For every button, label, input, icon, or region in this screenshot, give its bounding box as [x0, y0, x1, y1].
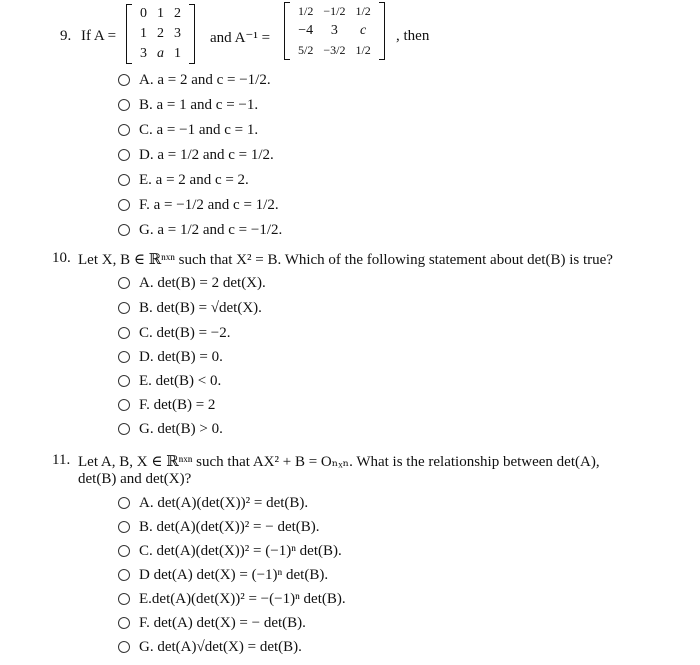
question-9-mid: and A⁻¹ = — [210, 30, 271, 46]
matrix-ainv-cell: 1/2 — [298, 4, 314, 18]
matrix-a-cell: 1 — [157, 6, 164, 21]
matrix-a-inverse — [284, 2, 385, 60]
matrix-ainv-cell: 3 — [330, 23, 338, 38]
question-10-text: Let X, B ∈ ℝⁿˣⁿ such that X² = B. Which of the following statement about det(B) is true? — [78, 252, 613, 268]
matrix-a-cell: 3 — [140, 46, 147, 61]
question-9-number: 9. — [60, 28, 72, 44]
q10-option-d[interactable] — [118, 347, 223, 367]
matrix-ainv-cell: 5/2 — [298, 43, 314, 57]
q10-option-f[interactable] — [118, 395, 215, 415]
q11-option-d[interactable] — [118, 565, 328, 585]
matrix-a-cell: 3 — [174, 26, 181, 41]
radio-button[interactable] — [118, 99, 130, 111]
radio-button[interactable] — [118, 124, 130, 136]
matrix-a-cell: 0 — [140, 6, 147, 21]
matrix-ainv-cell: c — [360, 23, 367, 38]
q11-option-b[interactable] — [118, 517, 320, 537]
q10-option-g-label: G. det(B) > 0. — [139, 421, 223, 437]
q9-option-e-label: E. a = 2 and c = 2. — [139, 172, 249, 188]
radio-button[interactable] — [118, 199, 130, 211]
q10-option-a[interactable] — [118, 273, 266, 293]
radio-button[interactable] — [118, 569, 130, 581]
q9-option-d-label: D. a = 1/2 and c = 1/2. — [139, 147, 274, 163]
matrix-ainv-cell: −4 — [298, 23, 314, 38]
radio-button[interactable] — [118, 74, 130, 86]
radio-button[interactable] — [118, 617, 130, 629]
matrix-ainv-cell: 1/2 — [355, 4, 371, 18]
q9-option-d[interactable] — [118, 145, 274, 165]
q9-option-g-label: G. a = 1/2 and c = −1/2. — [139, 222, 283, 238]
q11-option-g[interactable] — [118, 637, 302, 657]
radio-button[interactable] — [118, 375, 130, 387]
q10-option-a-label: A. det(B) = 2 det(X). — [139, 275, 266, 291]
radio-button[interactable] — [118, 302, 130, 314]
radio-button[interactable] — [118, 174, 130, 186]
question-11-text-line2: det(B) and det(X)? — [78, 471, 192, 487]
q11-option-c-label: C. det(A)(det(X))² = (−1)ⁿ det(B). — [139, 543, 342, 559]
matrix-ainv-cell: −3/2 — [323, 43, 346, 57]
q11-option-f-label: F. det(A) det(X) = − det(B). — [139, 615, 306, 631]
question-9-lead: If A = — [81, 28, 117, 44]
q10-option-b-label: B. det(B) = √det(X). — [139, 300, 262, 316]
matrix-a — [126, 4, 195, 64]
q10-option-b[interactable] — [118, 298, 262, 318]
radio-button[interactable] — [118, 423, 130, 435]
q9-option-b[interactable] — [118, 95, 258, 115]
radio-button[interactable] — [118, 521, 130, 533]
question-9-tail: , then — [396, 28, 430, 44]
matrix-a-cell: 2 — [157, 26, 164, 41]
q11-option-c[interactable] — [118, 541, 342, 561]
question-11-text-line1: Let A, B, X ∈ ℝⁿˣⁿ such that AX² + B = Oₙₓₙ. What is the relationship between det(A), — [78, 454, 600, 470]
q9-option-a-label: A. a = 2 and c = −1/2. — [139, 72, 271, 88]
radio-button[interactable] — [118, 149, 130, 161]
q9-option-e[interactable] — [118, 170, 249, 190]
matrix-ainv-cell: −1/2 — [323, 4, 346, 18]
q9-option-f[interactable] — [118, 195, 279, 215]
matrix-a-cell: 1 — [140, 26, 147, 41]
q11-option-f[interactable] — [118, 613, 306, 633]
radio-button[interactable] — [118, 327, 130, 339]
radio-button[interactable] — [118, 399, 130, 411]
q10-option-e[interactable] — [118, 371, 221, 391]
radio-button[interactable] — [118, 593, 130, 605]
q11-option-e[interactable] — [118, 589, 346, 609]
radio-button[interactable] — [118, 224, 130, 236]
matrix-a-cell: a — [157, 46, 164, 61]
q10-option-e-label: E. det(B) < 0. — [139, 373, 222, 389]
q9-option-g[interactable] — [118, 220, 282, 240]
q10-option-c-label: C. det(B) = −2. — [139, 325, 231, 341]
q9-option-a[interactable] — [118, 70, 271, 90]
q9-option-b-label: B. a = 1 and c = −1. — [139, 97, 259, 113]
q9-option-c-label: C. a = −1 and c = 1. — [139, 122, 259, 138]
radio-button[interactable] — [118, 497, 130, 509]
matrix-ainv-cell: 1/2 — [355, 43, 371, 57]
q11-option-e-label: E.det(A)(det(X))² = −(−1)ⁿ det(B). — [139, 591, 346, 607]
radio-button[interactable] — [118, 351, 130, 363]
q11-option-a-label: A. det(A)(det(X))² = det(B). — [139, 495, 309, 511]
q9-option-f-label: F. a = −1/2 and c = 1/2. — [139, 197, 279, 213]
q10-option-f-label: F. det(B) = 2 — [139, 397, 216, 413]
question-11-number: 11. — [52, 452, 71, 468]
radio-button[interactable] — [118, 277, 130, 289]
q10-option-d-label: D. det(B) = 0. — [139, 349, 223, 365]
radio-button[interactable] — [118, 641, 130, 653]
q11-option-d-label: D det(A) det(X) = (−1)ⁿ det(B). — [139, 567, 329, 583]
q9-option-c[interactable] — [118, 120, 258, 140]
radio-button[interactable] — [118, 545, 130, 557]
q10-option-c[interactable] — [118, 323, 231, 343]
matrix-a-cell: 1 — [174, 46, 181, 61]
q10-option-g[interactable] — [118, 419, 223, 439]
question-10-number: 10. — [52, 250, 71, 266]
matrix-a-cell: 2 — [174, 6, 181, 21]
q11-option-g-label: G. det(A)√det(X) = det(B). — [139, 639, 302, 655]
q11-option-a[interactable] — [118, 493, 308, 513]
q11-option-b-label: B. det(A)(det(X))² = − det(B). — [139, 519, 320, 535]
